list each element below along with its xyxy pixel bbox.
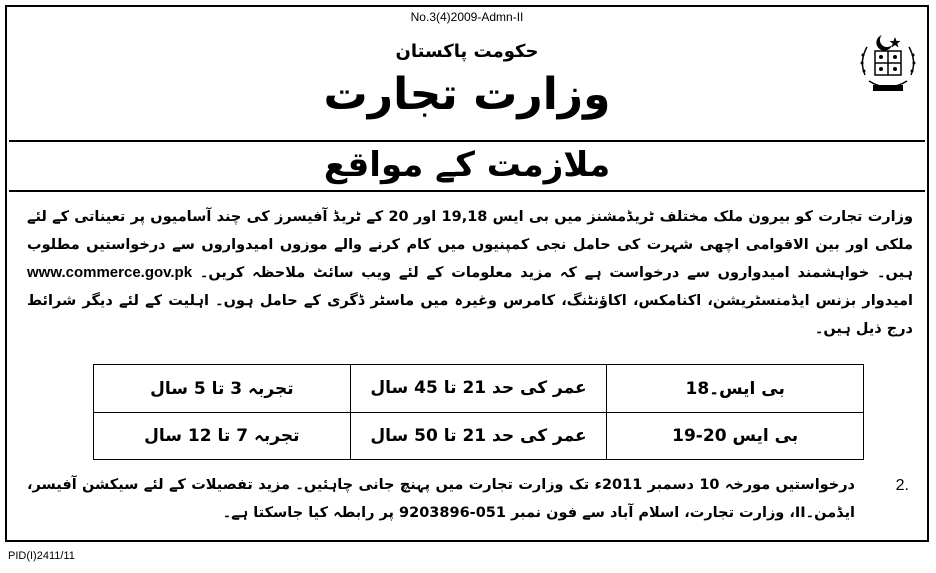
pid-number: PID(I)2411/11 [8, 550, 75, 562]
paragraph-one-intro: وزارت تجارت کو بیرون ملک مختلف ٹریڈمشنز میں بی ایس 19,18 اور 20 کے ٹریڈ آفیسرز کی چند آسامیوں پر تعیناتی کے لئے ملکی اور بین الاقوامی اچھی شہرت کی حامل نجی کمپنیوں میں کام کرنے والے موزوں امیدواروں سے درخواستیں مطلوب ہیں۔ خواہشمند امیدواروں سے درخواست ہے کہ مزید معلومات کے لئے ویب سائٹ ملاحظہ کریں۔ [27, 209, 913, 281]
paragraph-two: درخواستیں مورخہ 10 دسمبر 2011ء تک وزارت تجارت میں پہنچ جانی چاہئیں۔ مزید تفصیلات کے لئے سیکشن آفیسر، ایڈمن۔II، وزارت تجارت، اسلام آباد سے فون نمبر 051-9203896 پر رابطہ کیا جاسکتا ہے۔ [27, 477, 855, 521]
paragraph-two-number: 2. [895, 477, 909, 494]
experience-cell: تجربہ 7 تا 12 سال [94, 412, 351, 460]
pay-scale-cell: بی ایس۔18 [607, 365, 864, 413]
paragraph-one [27, 203, 913, 343]
state-emblem-icon [855, 31, 921, 97]
reference-number: No.3(4)2009-Admn-II [410, 10, 524, 24]
age-limit-cell: عمر کی حد 21 تا 45 سال [350, 365, 607, 413]
table-row [94, 412, 864, 460]
website-link[interactable]: www.commerce.gov.pk [27, 264, 193, 281]
government-heading: حکومت پاکستان [395, 41, 539, 62]
ministry-heading: وزارت تجارت [323, 69, 611, 120]
age-limit-cell: عمر کی حد 21 تا 50 سال [350, 412, 607, 460]
advertisement-frame [5, 5, 929, 542]
table-row [94, 365, 864, 413]
jobs-banner: ملازمت کے مواقع [9, 140, 925, 192]
paragraph-one-requirements: امیدوار بزنس ایڈمنسٹریشن، اکنامکس، اکاؤنٹنگ، کامرس وغیرہ میں ماسٹر ڈگری کے حامل ہوں۔ اہلیت کے لئے دیگر شرائط درج ذیل ہیں۔ [27, 293, 913, 337]
pay-scale-cell: بی ایس 20-19 [607, 412, 864, 460]
experience-cell: تجربہ 3 تا 5 سال [94, 365, 351, 413]
requirements-table [93, 364, 864, 460]
